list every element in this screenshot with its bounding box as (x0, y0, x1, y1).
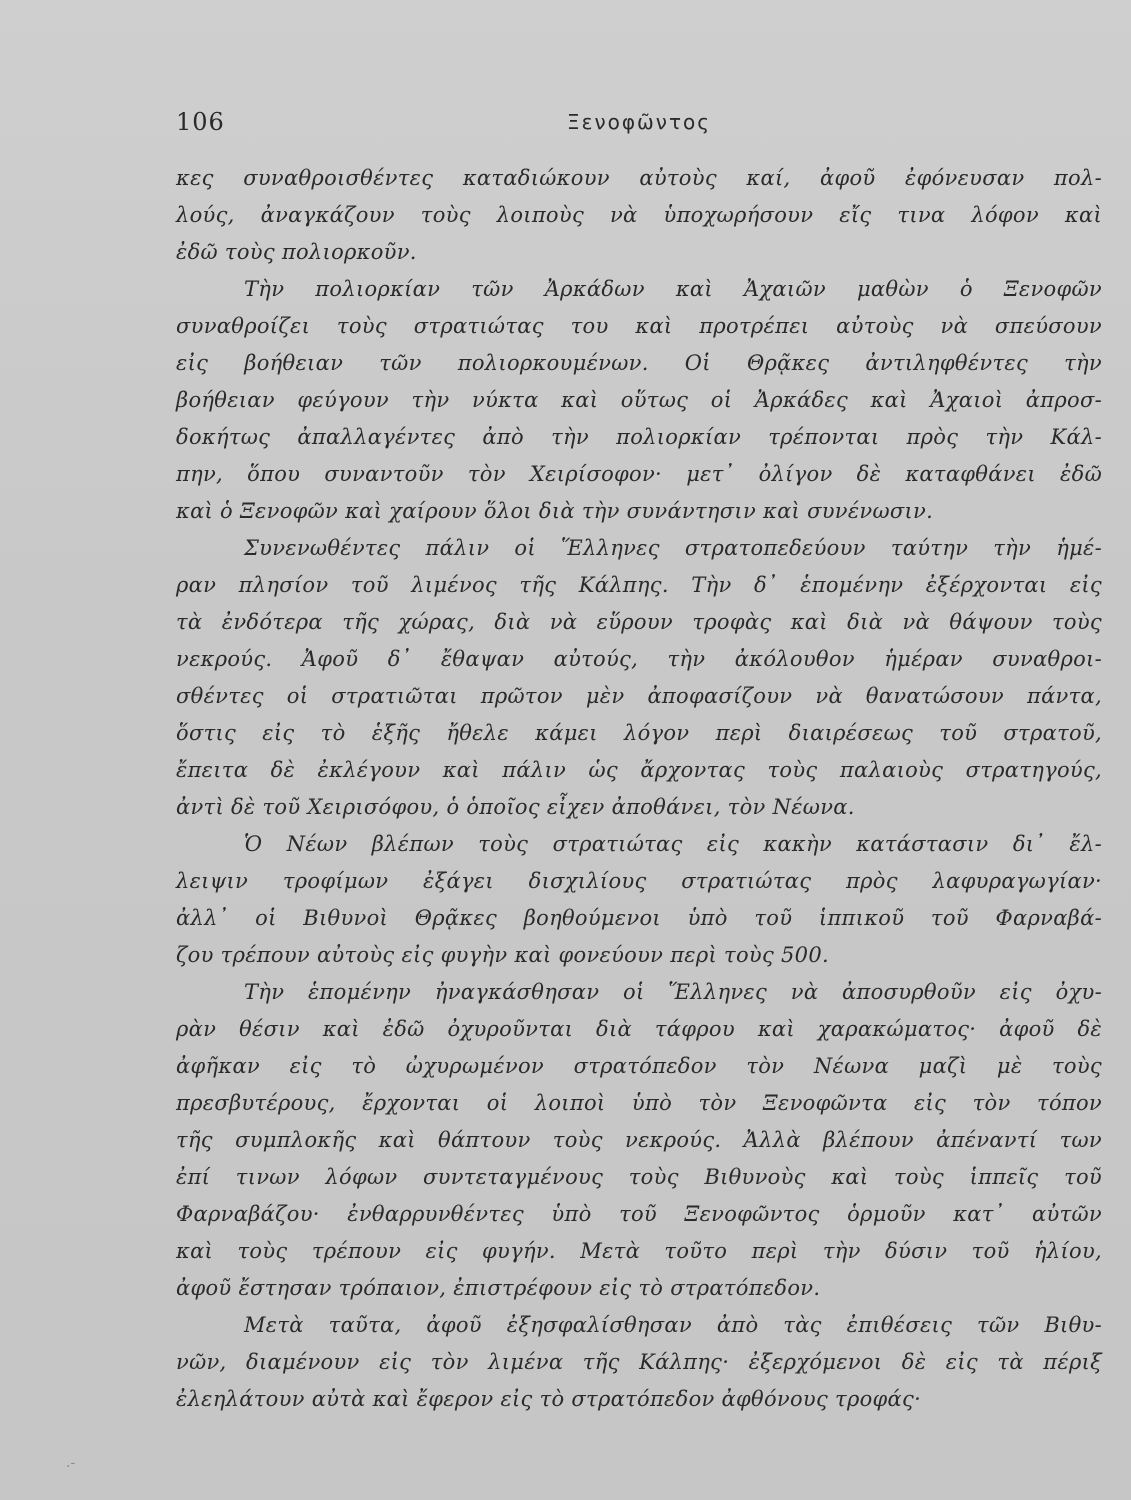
paragraph (176, 530, 1102, 826)
text-line: καὶ ὁ Ξενοφῶν καὶ χαίρουν ὅλοι διὰ τὴν συνάντησιν καὶ συνένωσιν. (176, 499, 934, 523)
text-line: ἀφῆκαν εἰς τὸ ὠχυρωμένον στρατόπεδον τὸν Νέωνα μαζὶ μὲ τοὺς (176, 1054, 1102, 1078)
text-line: ἀλλ᾽ οἱ Βιθυνοὶ Θρᾷκες βοηθούμενοι ὑπὸ τοῦ ἱππικοῦ τοῦ Φαρναβά- (176, 906, 1102, 930)
text-line: Τὴν ἑπομένην ἠναγκάσθησαν οἱ Ἕλληνες νὰ ἀποσυρθοῦν εἰς ὀχυ- (244, 980, 1102, 1004)
text-line: ὅστις εἰς τὸ ἑξῆς ἤθελε κάμει λόγον περὶ διαιρέσεως τοῦ στρατοῦ, (176, 721, 1102, 745)
paragraph (176, 826, 1102, 974)
margin-mark-decoration: .- (66, 1455, 76, 1471)
text-line: Συνενωθέντες πάλιν οἱ Ἕλληνες στρατοπεδεύουν ταύτην τὴν ἡμέ- (244, 536, 1102, 560)
text-line: πην, ὅπου συναντοῦν τὸν Χειρίσοφον· μετ᾽ ὀλίγον δὲ καταφθάνει ἐδῶ (176, 462, 1102, 486)
text-line: σθέντες οἱ στρατιῶται πρῶτον μὲν ἀποφασίζουν νὰ θανατώσουν πάντα, (176, 684, 1102, 708)
text-line: ρὰν θέσιν καὶ ἐδῶ ὀχυροῦνται διὰ τάφρου καὶ χαρακώματος· ἀφοῦ δὲ (176, 1017, 1102, 1041)
text-line: νεκρούς. Ἀφοῦ δ᾽ ἔθαψαν αὐτούς, τὴν ἀκόλουθον ἡμέραν συναθροι- (176, 647, 1102, 671)
text-line: λούς, ἀναγκάζουν τοὺς λοιποὺς νὰ ὑποχωρήσουν εἴς τινα λόφον καὶ (176, 203, 1102, 227)
text-line: νῶν, διαμένουν εἰς τὸν λιμένα τῆς Κάλπης· ἐξερχόμενοι δὲ εἰς τὰ πέριξ (176, 1350, 1102, 1374)
page-number: 106 (176, 108, 225, 136)
paragraph (176, 271, 1102, 530)
text-line: ἐπί τινων λόφων συντεταγμένους τοὺς Βιθυνοὺς καὶ τοὺς ἱππεῖς τοῦ (176, 1165, 1102, 1189)
text-line: ἔπειτα δὲ ἐκλέγουν καὶ πάλιν ὡς ἄρχοντας τοὺς παλαιοὺς στρατηγούς, (176, 758, 1102, 782)
page-header (176, 108, 1102, 142)
paragraph (176, 160, 1102, 271)
paragraph (176, 974, 1102, 1307)
text-line: δοκήτως ἀπαλλαγέντες ἀπὸ τὴν πολιορκίαν τρέπονται πρὸς τὴν Κάλ- (176, 425, 1102, 449)
text-line: λειψιν τροφίμων ἐξάγει δισχιλίους στρατιώτας πρὸς λαφυραγωγίαν· (176, 869, 1102, 893)
text-line: συναθροίζει τοὺς στρατιώτας του καὶ προτρέπει αὐτοὺς νὰ σπεύσουν (176, 314, 1102, 338)
text-line: Τὴν πολιορκίαν τῶν Ἀρκάδων καὶ Ἀχαιῶν μαθὼν ὁ Ξενοφῶν (244, 277, 1102, 301)
text-line: ἐλεηλάτουν αὐτὰ καὶ ἔφερον εἰς τὸ στρατόπεδον ἀφθόνους τροφάς· (176, 1387, 922, 1411)
text-line: εἰς βοήθειαν τῶν πολιορκουμένων. Οἱ Θρᾷκες ἀντιληφθέντες τὴν (176, 351, 1102, 375)
paragraph (176, 1307, 1102, 1418)
text-line: Μετὰ ταῦτα, ἀφοῦ ἐξησφαλίσθησαν ἀπὸ τὰς ἐπιθέσεις τῶν Βιθυ- (244, 1313, 1102, 1337)
text-line: βοήθειαν φεύγουν τὴν νύκτα καὶ οὕτως οἱ Ἀρκάδες καὶ Ἀχαιοὶ ἀπροσ- (176, 388, 1102, 412)
text-line: ἀντὶ δὲ τοῦ Χειρισόφου, ὁ ὁποῖος εἶχεν ἀποθάνει, τὸν Νέωνα. (176, 795, 855, 819)
text-line: πρεσβυτέρους, ἔρχονται οἱ λοιποὶ ὑπὸ τὸν Ξενοφῶντα εἰς τὸν τόπον (176, 1091, 1102, 1115)
text-line: ἐδῶ τοὺς πολιορκοῦν. (176, 240, 417, 264)
text-line: ραν πλησίον τοῦ λιμένος τῆς Κάλπης. Τὴν δ᾽ ἑπομένην ἐξέρχονται εἰς (176, 573, 1102, 597)
text-line: ἀφοῦ ἔστησαν τρόπαιον, ἐπιστρέφουν εἰς τὸ στρατόπεδον. (176, 1276, 821, 1300)
text-line: κες συναθροισθέντες καταδιώκουν αὐτοὺς καί, ἀφοῦ ἐφόνευσαν πολ- (176, 166, 1102, 190)
body-text (176, 160, 1102, 1418)
text-line: τῆς συμπλοκῆς καὶ θάπτουν τοὺς νεκρούς. Ἀλλὰ βλέπουν ἀπέναντί των (176, 1128, 1102, 1152)
text-line: τὰ ἐνδότερα τῆς χώρας, διὰ νὰ εὕρουν τροφὰς καὶ διὰ νὰ θάψουν τοὺς (176, 610, 1102, 634)
text-line: ζου τρέπουν αὐτοὺς εἰς φυγὴν καὶ φονεύουν περὶ τοὺς 500. (176, 943, 829, 967)
text-line: Ὁ Νέων βλέπων τοὺς στρατιώτας εἰς κακὴν κατάστασιν δι᾽ ἔλ- (244, 832, 1102, 856)
text-line: καὶ τοὺς τρέπουν εἰς φυγήν. Μετὰ τοῦτο περὶ τὴν δύσιν τοῦ ἡλίου, (176, 1239, 1102, 1263)
text-line: Φαρναβάζου· ἐνθαρρυνθέντες ὑπὸ τοῦ Ξενοφῶντος ὁρμοῦν κατ᾽ αὐτῶν (176, 1202, 1102, 1226)
running-title: Ξενοφῶντος (567, 110, 711, 134)
